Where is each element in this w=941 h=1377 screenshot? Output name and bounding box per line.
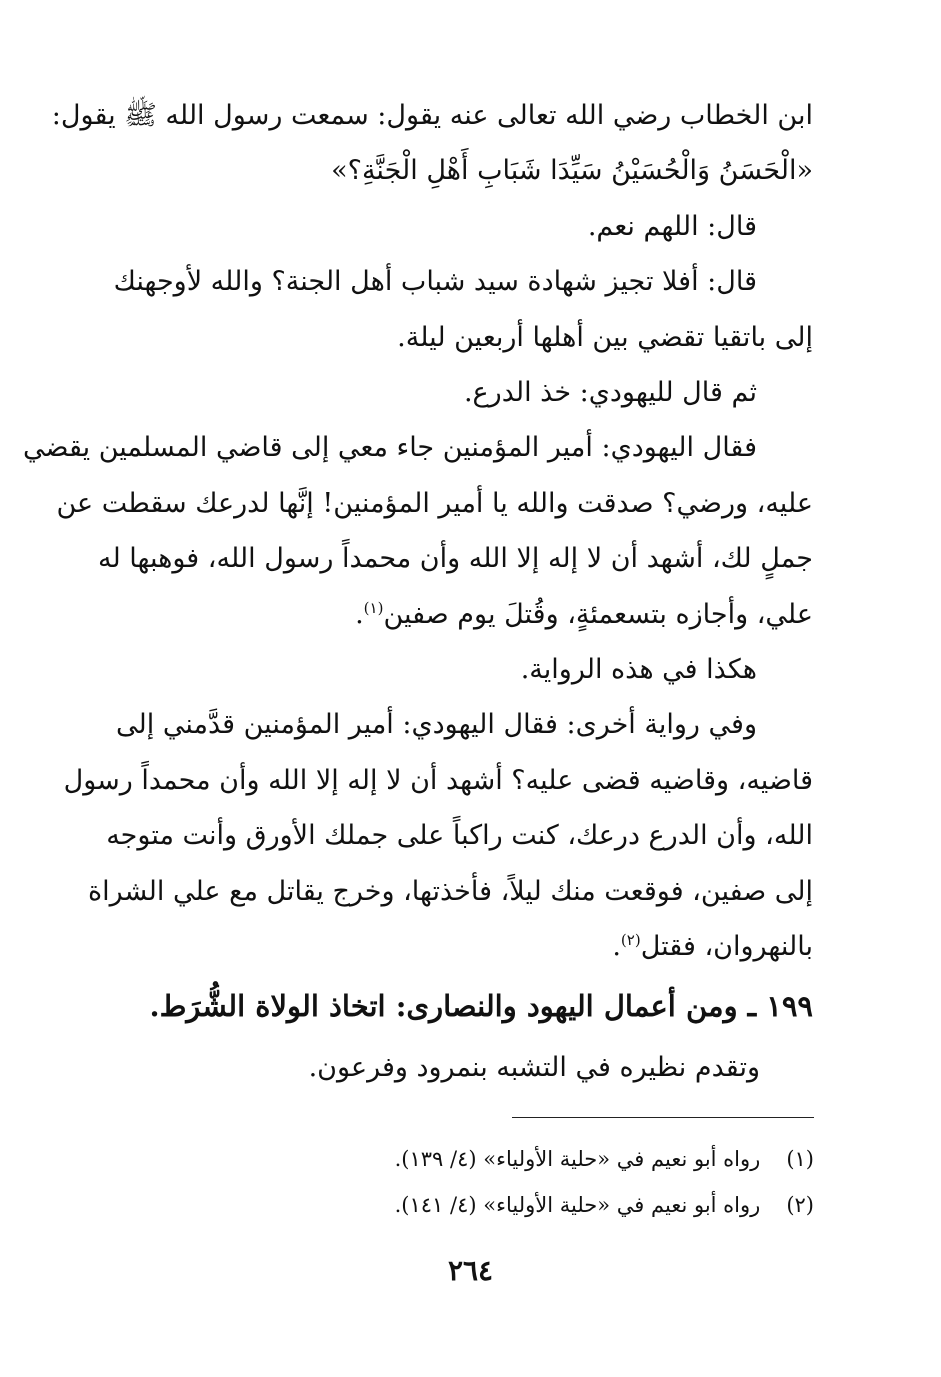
footnote-text: رواه أبو نعيم في «حلية الأولياء» (٤/ ١٤١). [394, 1193, 761, 1217]
text-line: ابن الخطاب رضي الله تعالى عنه يقول: سمعت رسول الله ﷺ يقول: [51, 100, 813, 131]
section-text: وتقدم نظيره في التشبه بنمرود وفرعون. [308, 1052, 760, 1083]
text-line: إلى صفين، فوقعت منك ليلاً، فأخذتها، وخرج يقاتل مع علي الشراة [88, 875, 813, 907]
text-line: قال: أفلا تجيز شهادة سيد شباب أهل الجنة؟ والله لأوجهنك [113, 266, 757, 298]
page-number: ٢٦٤ [447, 1254, 494, 1287]
text-line: فقال اليهودي: أمير المؤمنين جاء معي إلى قاضي المسلمين يقضي [23, 432, 757, 464]
text-line: وفي رواية أخرى: فقال اليهودي: أمير المؤمنين قدَّمني إلى [116, 709, 757, 741]
text-line: هكذا في هذه الرواية. [520, 654, 757, 686]
main-text [23, 88, 813, 975]
line-text: بالنهروان، فقتل [640, 931, 813, 963]
text-line: عليه، ورضي؟ صدقت والله يا أمير المؤمنين! إنَّها لدرعك سقطت عن [56, 487, 813, 519]
footnote-number: (٢) [786, 1193, 814, 1217]
text-line: الله، وأن الدرع درعك، كنت راكباً على جملك الأورق وأنت متوجه [106, 820, 813, 852]
text-line: ثم قال لليهودي: خذ الدرع. [463, 377, 757, 409]
footnote-item [300, 1136, 814, 1182]
line-end: . [612, 931, 621, 963]
footnotes [300, 1136, 814, 1228]
line-end: . [355, 598, 364, 630]
text-line: إلى باتقيا تقضي بين أهلها أربعين ليلة. [397, 321, 813, 353]
text-line: قاضيه، وقاضيه قضى عليه؟ أشهد أن لا إله إلا الله وأن محمداً رسول [63, 764, 813, 796]
footnote-ref: (٢) [620, 931, 641, 950]
footnote-text: رواه أبو نعيم في «حلية الأولياء» (٤/ ١٣٩). [394, 1147, 761, 1171]
text-line [100, 587, 813, 642]
footnote-ref: (١) [363, 598, 384, 617]
footnote-number: (١) [786, 1147, 814, 1171]
section-heading: ١٩٩ ـ ومن أعمال اليهود والنصارى: اتخاذ الولاة الشُّرَط. [149, 989, 813, 1023]
footnote-item [300, 1182, 814, 1228]
line-text: علي، وأجازه بتسعمئةٍ، وقُتلَ يوم صفين [383, 598, 813, 630]
text-line: جملٍ لك، أشهد أن لا إله إلا الله وأن محمداً رسول الله، فوهبها له [98, 543, 813, 575]
text-line [100, 919, 813, 974]
hadith-quote-line: «الْحَسَنُ وَالْحُسَيْنُ سَيِّدَا شَبَابِ أَهْلِ الْجَنَّةِ؟» [331, 155, 813, 187]
text-line: قال: اللهم نعم. [587, 210, 757, 242]
footnote-divider [512, 1117, 814, 1118]
